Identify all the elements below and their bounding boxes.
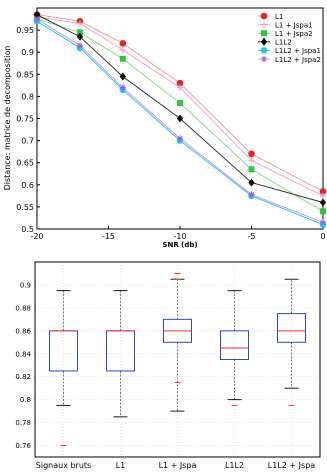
y-tick-label: 0.84 (15, 350, 31, 359)
x-tick-label: -15 (101, 232, 116, 241)
data-point (77, 43, 83, 49)
line-chart-legend (240, 10, 321, 65)
line-chart-xlabel: SNR (db) (162, 241, 198, 249)
y-tick-label: 0.86 (15, 327, 31, 336)
y-tick-label: 0.88 (15, 304, 31, 313)
box-2 (164, 273, 192, 411)
data-point (320, 208, 326, 214)
x-tick-label: -10 (173, 232, 187, 241)
y-tick-label: 0.78 (15, 419, 31, 428)
legend-label: L1 (275, 12, 284, 21)
legend-marker (261, 56, 267, 62)
x-tick-label: -5 (247, 232, 256, 241)
x-tick-label: -20 (30, 232, 44, 241)
y-tick-label: 0.9 (21, 48, 34, 58)
data-point (249, 166, 255, 172)
y-tick-label: 0.76 (15, 442, 31, 451)
data-point (249, 192, 255, 198)
y-tick-label: 0.9 (19, 281, 31, 290)
data-point (248, 151, 255, 158)
data-point (177, 100, 183, 106)
data-point (177, 135, 183, 141)
line-chart (3, 8, 326, 249)
legend-label: L1L2 + Jspa2 (275, 55, 321, 64)
y-tick-label: 0.65 (16, 158, 34, 168)
data-point (120, 85, 126, 91)
data-point (120, 40, 127, 47)
y-tick-label: 0.6 (21, 180, 34, 190)
box-4 (278, 279, 306, 405)
data-point (120, 56, 126, 62)
y-tick-label: 0.82 (15, 373, 31, 382)
data-point (320, 219, 326, 225)
line-chart-ylabel: Distance: matrice de decomposition (3, 45, 12, 191)
legend-marker (261, 13, 268, 20)
x-tick-label: L1 (115, 461, 126, 470)
legend-label: L1L2 + Jspa1 (275, 47, 321, 56)
x-tick-label: L1L2 + Jspa (267, 461, 316, 470)
y-tick-label: 0.8 (21, 92, 34, 102)
legend-label: L1 + Jspa1 (275, 21, 313, 30)
x-tick-label: 0 (320, 232, 326, 241)
y-tick-label: 0.7 (21, 136, 34, 146)
y-tick-label: 0.95 (16, 26, 34, 36)
y-tick-label: 0.5 (21, 225, 34, 234)
x-tick-label: Signaux bruts (35, 461, 92, 470)
legend-marker (261, 47, 268, 54)
y-tick-label: 0.75 (16, 114, 34, 124)
legend-label: L1 + Jspa2 (275, 30, 313, 38)
legend-marker (261, 30, 267, 36)
legend-label: L1L2 (275, 38, 292, 47)
box-chart (15, 262, 320, 470)
x-tick-label: L1L2 (224, 461, 245, 470)
x-tick-label: L1 + Jspa (158, 461, 197, 470)
y-tick-label: 0.8 (19, 396, 31, 405)
y-tick-label: 0.85 (16, 70, 34, 80)
y-tick-label: 0.55 (16, 202, 34, 212)
data-point (34, 16, 40, 22)
